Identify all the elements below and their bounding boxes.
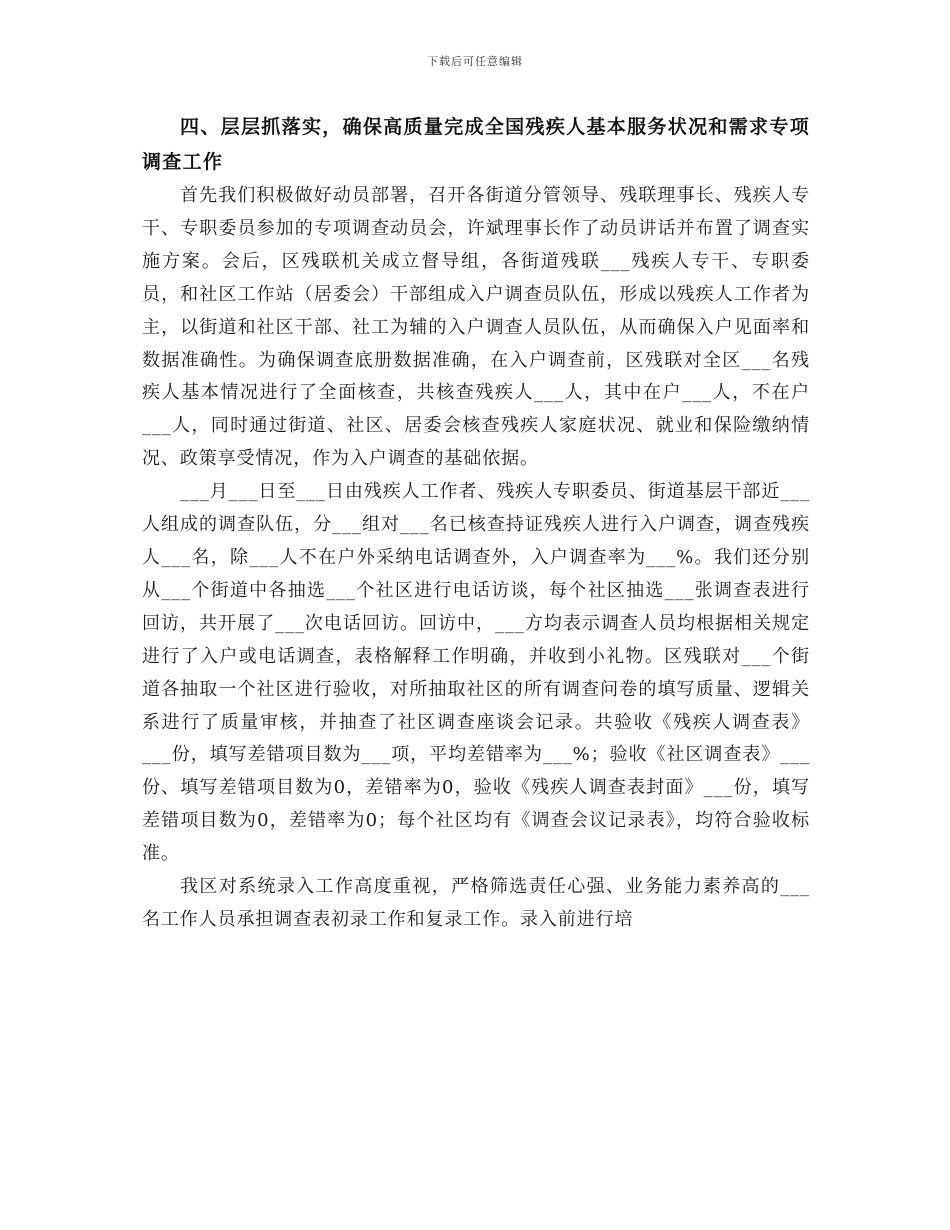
paragraph-survey-execution: ___月___日至___日由残疾人工作者、残疾人专职委员、街道基层干部近___人组成的调查队伍，分___组对___名已核查持证残疾人进行入户调查，调查残疾人___名，除___人不在户外采纳电话调查外，入户调查率为___%。我们还分别从___个街道中各抽选___个社区进行电话访谈，每个社区抽选___张调查表进行回访，共开展了___次电话回访。回访中，___方均表示调查人员均根据相关规定进行了入户或电话调查，表格解释工作明确，并收到小礼物。区残联对___个街道各抽取一个社区进行验收，对所抽取社区的所有调查问卷的填写质量、逻辑关系进行了质量审核，并抽查了社区调查座谈会记录。共验收《残疾人调查表》___份，填写差错项目数为___项，平均差错率为___%；验收《社区调查表》___份、填写差错项目数为0，差错率为0，验收《残疾人调查表封面》___份，填写差错项目数为0，差错率为0；每个社区均有《调查会议记录表》，均符合验收标准。 <box>142 481 810 865</box>
paragraph-mobilization: 首先我们积极做好动员部署，召开各街道分管领导、残联理事长、残疾人专干、专职委员参加的专项调查动员会，许斌理事长作了动员讲话并布置了调查实施方案。会后，区残联机关成立督导组，各街道残联___残疾人专干、专职委员，和社区工作站（居委会）干部组成入户调查员队伍，形成以残疾人工作者为主，以街道和社区干部、社工为辅的入户调查人员队伍，从而确保入户见面率和数据准确性。为确保调查底册数据准确，在入户调查前，区残联对全区___名残疾人基本情况进行了全面核查，共核查残疾人___人，其中在户___人，不在户___人，同时通过街道、社区、居委会核查残疾人家庭状况、就业和保险缴纳情况、政策享受情况，作为入户调查的基础依据。 <box>142 185 810 470</box>
page-header: 下载后可任意编辑 <box>427 55 523 68</box>
section-heading: 四、层层抓落实，确保高质量完成全国残疾人基本服务状况和需求专项调查工作 <box>142 116 810 173</box>
document-body <box>142 110 810 937</box>
paragraph-data-entry: 我区对系统录入工作高度重视，严格筛选责任心强、业务能力素养高的___名工作人员承担调查表初录工作和复录工作。录入前进行培 <box>142 876 810 930</box>
